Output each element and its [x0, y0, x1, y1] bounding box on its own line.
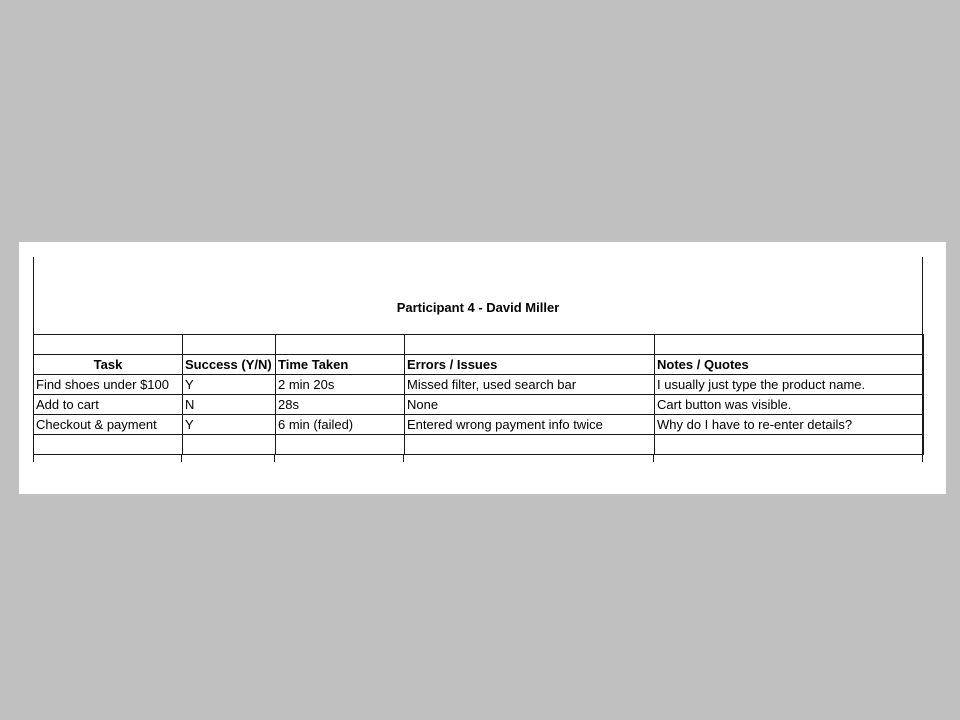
- column-header-success[interactable]: Success (Y/N): [183, 355, 276, 375]
- empty-cell[interactable]: [405, 435, 655, 455]
- column-header-notes[interactable]: Notes / Quotes: [655, 355, 924, 375]
- errors-cell[interactable]: Entered wrong payment info twice: [405, 415, 655, 435]
- usability-results-table: [33, 334, 924, 455]
- task-cell[interactable]: Find shoes under $100: [34, 375, 183, 395]
- column-divider: [653, 454, 654, 462]
- column-divider: [181, 454, 182, 462]
- column-divider: [403, 454, 404, 462]
- time-cell[interactable]: 28s: [276, 395, 405, 415]
- empty-cell[interactable]: [655, 335, 924, 355]
- task-cell[interactable]: Checkout & payment: [34, 415, 183, 435]
- table-row: [34, 415, 924, 435]
- empty-cell[interactable]: [655, 435, 924, 455]
- success-cell[interactable]: Y: [183, 375, 276, 395]
- column-header-time[interactable]: Time Taken: [276, 355, 405, 375]
- empty-cell[interactable]: [183, 435, 276, 455]
- spreadsheet-page: [19, 242, 946, 494]
- empty-cell[interactable]: [34, 335, 183, 355]
- empty-cell[interactable]: [276, 335, 405, 355]
- task-cell[interactable]: Add to cart: [34, 395, 183, 415]
- time-cell[interactable]: 2 min 20s: [276, 375, 405, 395]
- page-title: Participant 4 - David Miller: [396, 300, 560, 315]
- time-cell[interactable]: 6 min (failed): [276, 415, 405, 435]
- column-header-errors[interactable]: Errors / Issues: [405, 355, 655, 375]
- header-row: [34, 355, 924, 375]
- table-row: [34, 375, 924, 395]
- blank-row: [34, 435, 924, 455]
- table-row: [34, 395, 924, 415]
- column-header-task[interactable]: Task: [34, 355, 183, 375]
- notes-cell[interactable]: Why do I have to re-enter details?: [655, 415, 924, 435]
- success-cell[interactable]: Y: [183, 415, 276, 435]
- empty-cell[interactable]: [34, 435, 183, 455]
- empty-cell[interactable]: [183, 335, 276, 355]
- table-area: [33, 257, 923, 462]
- blank-row: [34, 335, 924, 355]
- notes-cell[interactable]: Cart button was visible.: [655, 395, 924, 415]
- errors-cell[interactable]: None: [405, 395, 655, 415]
- empty-cell[interactable]: [405, 335, 655, 355]
- notes-cell[interactable]: I usually just type the product name.: [655, 375, 924, 395]
- column-divider: [274, 454, 275, 462]
- errors-cell[interactable]: Missed filter, used search bar: [405, 375, 655, 395]
- empty-cell[interactable]: [276, 435, 405, 455]
- success-cell[interactable]: N: [183, 395, 276, 415]
